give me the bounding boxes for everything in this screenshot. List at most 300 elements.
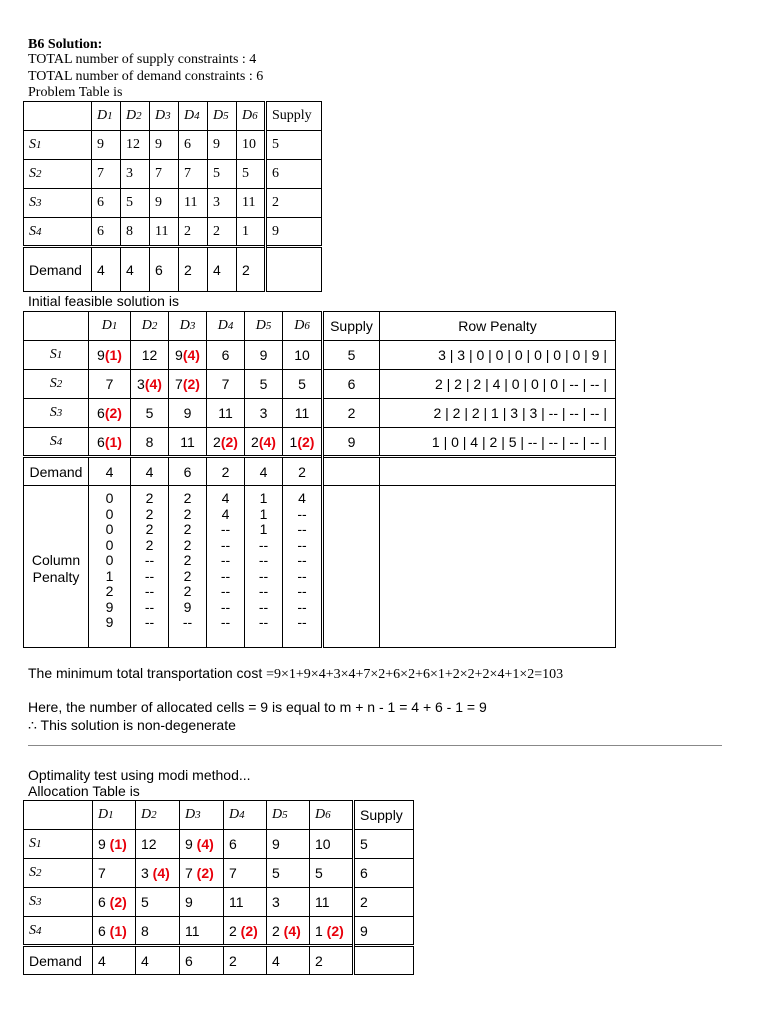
- cost-cell: [180, 859, 224, 888]
- penalty-value: --: [297, 598, 307, 615]
- allocation-amount: (4): [258, 433, 276, 450]
- cost-cell: [267, 917, 310, 946]
- penalty-value: 2: [183, 552, 192, 568]
- column-penalty-label-1: Column: [31, 552, 81, 568]
- cost-cell: [207, 341, 245, 370]
- table-row: [24, 341, 616, 370]
- demand-row: [24, 946, 414, 975]
- cost-cell: 9: [92, 131, 121, 160]
- allocation-amount: (2): [220, 433, 238, 450]
- penalty-value: --: [220, 521, 231, 537]
- penalty-value: --: [297, 567, 307, 584]
- supply-cell: 9: [266, 218, 322, 247]
- penalty-value: --: [297, 521, 307, 537]
- supply-header: Supply: [266, 102, 322, 131]
- cell-value: 7: [185, 865, 193, 881]
- cost-cell: 7: [179, 160, 208, 189]
- supply-cell: [354, 917, 414, 946]
- cost-cell: 11: [179, 189, 208, 218]
- non-degenerate-line: ∴ This solution is non-degenerate: [28, 717, 236, 733]
- demand-cell: [266, 247, 322, 292]
- column-header: D3: [150, 102, 179, 131]
- allocation-amount: (4): [279, 922, 301, 939]
- penalty-empty-cell: [380, 486, 616, 648]
- cell-value: 6: [98, 894, 106, 910]
- cost-cell: [310, 917, 354, 946]
- allocation-amount: (2): [104, 405, 122, 421]
- cost-cell: [131, 428, 169, 457]
- cost-cell: 7: [92, 160, 121, 189]
- allocated-cells-line: Here, the number of allocated cells = 9 is equal to m + n - 1 = 4 + 6 - 1 = 9: [28, 699, 487, 715]
- cell-value: 7: [221, 376, 230, 392]
- header-row: [24, 102, 322, 131]
- penalty-value: 1: [259, 521, 268, 537]
- penalty-value: 9: [183, 598, 192, 615]
- penalty-value: 1: [259, 490, 268, 506]
- cost-cell: [136, 917, 180, 946]
- column-header: D3: [169, 312, 207, 341]
- cell-value: 8: [141, 922, 149, 939]
- cost-cell: 8: [121, 218, 150, 247]
- cost-cell: [169, 428, 207, 457]
- column-header: D4: [207, 312, 245, 341]
- cost-cell: [93, 830, 136, 859]
- allocation-amount: (1): [104, 433, 122, 450]
- row-label: S4: [24, 428, 89, 457]
- supply-header: Supply: [354, 801, 414, 830]
- cell-value: 5: [347, 347, 356, 363]
- cell-value: 9: [97, 347, 105, 363]
- penalty-value: --: [220, 614, 231, 630]
- cost-cell: 6: [179, 131, 208, 160]
- demand-cell: 2: [179, 247, 208, 292]
- cost-cell: [267, 859, 310, 888]
- demand-cell: 2: [237, 247, 266, 292]
- table-row: [24, 370, 616, 399]
- row-penalty: 1 | 0 | 4 | 2 | 5 | -- | -- | -- | -- |: [380, 428, 616, 457]
- cost-cell: [169, 341, 207, 370]
- cost-cell: 7: [150, 160, 179, 189]
- cost-cell: [180, 888, 224, 917]
- cell-value: 10: [294, 347, 310, 363]
- cost-cell: [89, 399, 131, 428]
- penalty-value: --: [144, 567, 155, 584]
- table-row: [24, 189, 322, 218]
- penalty-value: --: [297, 583, 307, 599]
- row-penalty-header: Row Penalty: [380, 312, 616, 341]
- cell-value: 5: [141, 894, 149, 910]
- cell-value: 7: [175, 376, 183, 392]
- penalty-value: 9: [105, 614, 114, 630]
- cost-cell: [136, 888, 180, 917]
- column-header: D5: [245, 312, 283, 341]
- column-penalty-cell: [283, 486, 323, 648]
- penalty-value: 2: [105, 583, 114, 599]
- penalty-value: --: [144, 583, 155, 599]
- cell-value: 1: [289, 433, 298, 450]
- demand-penalty-cell: [380, 457, 616, 486]
- supply-cell: [354, 859, 414, 888]
- table-row: [24, 917, 414, 946]
- penalty-value: 4: [221, 505, 230, 522]
- demand-row: [24, 247, 322, 292]
- cell-value: 11: [315, 894, 330, 910]
- penalty-value: --: [182, 614, 193, 630]
- cell-value: 9: [98, 836, 106, 852]
- cell-value: 9: [183, 405, 192, 421]
- penalty-value: 2: [145, 505, 154, 522]
- column-header: D2: [121, 102, 150, 131]
- cost-cell: [310, 830, 354, 859]
- cost-cell: [207, 370, 245, 399]
- supply-constraints-line: TOTAL number of supply constraints : 4: [28, 52, 257, 67]
- supply-cell: [323, 341, 380, 370]
- penalty-value: --: [258, 583, 269, 599]
- column-header: D6: [237, 102, 266, 131]
- allocation-amount: (1): [105, 922, 127, 939]
- cost-cell: 12: [121, 131, 150, 160]
- cost-cell: 6: [92, 189, 121, 218]
- demand-cell: 4: [121, 247, 150, 292]
- table-row: [24, 888, 414, 917]
- demand-cell: 2: [207, 457, 245, 486]
- penalty-value: 2: [183, 536, 192, 553]
- initial-solution-label: Initial feasible solution is: [28, 293, 179, 309]
- column-header: D4: [224, 801, 267, 830]
- cell-value: 9: [347, 433, 356, 450]
- column-header: D5: [267, 801, 310, 830]
- column-penalty-cell: [245, 486, 283, 648]
- cost-cell: [93, 917, 136, 946]
- demand-label: Demand: [24, 457, 89, 486]
- column-penalty-cell: [131, 486, 169, 648]
- column-penalty-label: [24, 486, 89, 648]
- cell-value: 9: [360, 922, 368, 939]
- demand-cell: 4: [136, 946, 180, 975]
- header-row: [24, 312, 616, 341]
- column-penalty-cell: [89, 486, 131, 648]
- cost-cell: [180, 830, 224, 859]
- row-label: S2: [24, 859, 93, 888]
- cell-value: 3: [141, 865, 149, 881]
- cell-value: 1: [315, 922, 323, 939]
- cost-cell: [136, 830, 180, 859]
- cost-cell: 2: [208, 218, 237, 247]
- allocation-table-label: Allocation Table is: [28, 783, 140, 799]
- demand-row: [24, 457, 616, 486]
- cell-value: 6: [360, 865, 368, 881]
- demand-supply-cell: [323, 457, 380, 486]
- cell-value: 3: [137, 376, 145, 392]
- cell-value: 2: [360, 894, 368, 910]
- cost-cell: 5: [121, 189, 150, 218]
- cell-value: 5: [298, 376, 306, 392]
- column-header: D1: [92, 102, 121, 131]
- table-row: [24, 218, 322, 247]
- column-penalty-label-2: Penalty: [32, 569, 80, 585]
- cell-value: 2: [213, 433, 221, 450]
- cell-value: 5: [145, 405, 154, 421]
- cost-cell: [283, 399, 323, 428]
- penalty-value: 4: [221, 490, 230, 506]
- table-row: [24, 859, 414, 888]
- cost-cell: [245, 399, 283, 428]
- column-header: D2: [131, 312, 169, 341]
- allocation-amount: (4): [182, 347, 200, 363]
- demand-cell: 2: [224, 946, 267, 975]
- cost-cell: [89, 428, 131, 457]
- penalty-value: --: [220, 598, 231, 615]
- section-divider: [28, 745, 722, 746]
- cell-value: 5: [259, 376, 268, 392]
- cell-value: 9: [259, 347, 268, 363]
- cost-cell: 9: [150, 189, 179, 218]
- problem-table: [23, 101, 322, 292]
- column-penalty-row: [24, 486, 616, 648]
- supply-cell: [354, 830, 414, 859]
- demand-cell: 4: [267, 946, 310, 975]
- penalty-value: --: [220, 583, 231, 599]
- column-penalty-cell: [207, 486, 245, 648]
- table-row: [24, 830, 414, 859]
- cost-cell: [93, 859, 136, 888]
- cell-value: 11: [180, 433, 195, 450]
- cell-value: 7: [229, 865, 237, 881]
- cell-value: 9: [272, 836, 280, 852]
- cost-cell: [310, 859, 354, 888]
- cost-cell: 3: [208, 189, 237, 218]
- penalty-value: 2: [183, 583, 192, 599]
- supply-header: Supply: [323, 312, 380, 341]
- row-penalty: 2 | 2 | 2 | 1 | 3 | 3 | -- | -- | -- |: [380, 399, 616, 428]
- allocation-amount: (2): [192, 865, 214, 881]
- row-label: S1: [24, 341, 89, 370]
- cell-value: 3: [259, 405, 268, 421]
- demand-cell: 4: [92, 247, 121, 292]
- cost-cell: [224, 888, 267, 917]
- cost-cell: [283, 428, 323, 457]
- penalty-value: 1: [105, 567, 114, 584]
- cell-value: 6: [97, 405, 105, 421]
- cost-cell: 10: [237, 131, 266, 160]
- penalty-value: --: [144, 552, 155, 568]
- penalty-value: 0: [105, 490, 114, 506]
- supply-cell: [323, 428, 380, 457]
- cell-value: 8: [145, 433, 154, 450]
- cell-value: 11: [218, 405, 233, 421]
- cost-cell: [245, 428, 283, 457]
- cost-cell: [131, 370, 169, 399]
- demand-constraints-line: TOTAL number of demand constraints : 6: [28, 69, 264, 84]
- penalty-value: 4: [298, 490, 306, 506]
- table-row: [24, 160, 322, 189]
- cell-value: 9: [185, 836, 193, 852]
- row-label: S1: [24, 131, 92, 160]
- cost-cell: [267, 888, 310, 917]
- cost-cell: [224, 859, 267, 888]
- corner-cell: [24, 801, 93, 830]
- cost-line-text: The minimum total transportation cost: [28, 665, 267, 681]
- column-penalty-cell: [169, 486, 207, 648]
- row-penalty: 2 | 2 | 2 | 4 | 0 | 0 | 0 | -- | -- |: [380, 370, 616, 399]
- allocation-amount: (2): [105, 894, 127, 910]
- cell-value: 11: [294, 405, 310, 421]
- cell-value: 9: [175, 347, 183, 363]
- cell-value: 3: [272, 894, 280, 910]
- demand-label: Demand: [24, 247, 92, 292]
- supply-cell: [354, 888, 414, 917]
- allocation-amount: (1): [104, 347, 122, 363]
- allocation-amount: (1): [105, 836, 127, 852]
- demand-cell: 2: [283, 457, 323, 486]
- penalty-value: --: [258, 536, 269, 553]
- cost-cell: [131, 399, 169, 428]
- problem-table-label: Problem Table is: [28, 85, 123, 100]
- cell-value: 9: [185, 894, 193, 910]
- cost-cell: 11: [150, 218, 179, 247]
- cost-cell: 6: [92, 218, 121, 247]
- penalty-value: --: [258, 614, 269, 630]
- cost-cell: [169, 399, 207, 428]
- cost-cell: 1: [237, 218, 266, 247]
- cell-value: 5: [272, 865, 280, 881]
- penalty-value: --: [220, 552, 231, 568]
- cost-cell: [93, 888, 136, 917]
- row-label: S2: [24, 370, 89, 399]
- cost-cell: [131, 341, 169, 370]
- column-header: D1: [93, 801, 136, 830]
- cell-value: 7: [98, 865, 106, 881]
- cost-cell: 9: [150, 131, 179, 160]
- cost-cell: [267, 830, 310, 859]
- cost-cell: 5: [237, 160, 266, 189]
- row-label: S3: [24, 888, 93, 917]
- penalty-value: 2: [145, 490, 154, 506]
- cost-cell: [283, 370, 323, 399]
- cost-cell: [136, 859, 180, 888]
- penalty-value: 1: [259, 505, 268, 522]
- cost-cell: [283, 341, 323, 370]
- penalty-value: --: [144, 598, 155, 615]
- column-header: D2: [136, 801, 180, 830]
- table-row: [24, 399, 616, 428]
- header-row: [24, 801, 414, 830]
- column-header: D4: [179, 102, 208, 131]
- table-row: [24, 131, 322, 160]
- penalty-value: 2: [183, 490, 192, 506]
- cell-value: 2: [251, 433, 259, 450]
- demand-cell: 6: [180, 946, 224, 975]
- row-label: S2: [24, 160, 92, 189]
- column-header: D1: [89, 312, 131, 341]
- demand-cell: 4: [89, 457, 131, 486]
- penalty-value: 0: [105, 552, 114, 568]
- allocation-amount: (2): [322, 922, 344, 939]
- solution-title: B6 Solution:: [28, 37, 103, 52]
- cost-formula: =9×1+9×4+3×4+7×2+6×2+6×1+2×2+2×4+1×2=103: [266, 667, 564, 682]
- cell-value: 10: [315, 836, 331, 852]
- penalty-value: --: [297, 552, 307, 568]
- optimality-label: Optimality test using modi method...: [28, 767, 251, 783]
- cost-cell: [224, 830, 267, 859]
- demand-cell: [354, 946, 414, 975]
- cell-value: 7: [105, 376, 114, 392]
- penalty-value: 9: [105, 598, 114, 615]
- cell-value: 2: [272, 922, 280, 939]
- demand-cell: 4: [208, 247, 237, 292]
- cost-cell: [89, 370, 131, 399]
- cost-cell: [207, 428, 245, 457]
- cost-cell: [207, 399, 245, 428]
- cost-cell: [169, 370, 207, 399]
- demand-cell: 2: [310, 946, 354, 975]
- column-header: D5: [208, 102, 237, 131]
- cost-cell: 11: [237, 189, 266, 218]
- row-label: S3: [24, 399, 89, 428]
- cell-value: 11: [185, 922, 200, 939]
- cost-cell: 2: [179, 218, 208, 247]
- cell-value: 12: [141, 347, 158, 363]
- column-header: D6: [283, 312, 323, 341]
- cell-value: 6: [97, 433, 105, 450]
- cell-value: 11: [229, 894, 244, 910]
- penalty-value: --: [220, 567, 231, 584]
- column-header: D6: [310, 801, 354, 830]
- cell-value: 2: [229, 922, 237, 939]
- allocation-amount: (4): [148, 865, 170, 881]
- penalty-value: 2: [145, 521, 154, 537]
- penalty-value: 0: [105, 536, 114, 553]
- penalty-value: 0: [105, 521, 114, 537]
- cell-value: 2: [347, 405, 356, 421]
- allocation-amount: (2): [297, 433, 315, 450]
- demand-cell: 6: [150, 247, 179, 292]
- cost-cell: [310, 888, 354, 917]
- cost-cell: [245, 370, 283, 399]
- allocation-amount: (4): [192, 836, 214, 852]
- penalty-value: 2: [183, 567, 192, 584]
- cell-value: 5: [315, 865, 323, 881]
- supply-cell: 2: [266, 189, 322, 218]
- column-header: D3: [180, 801, 224, 830]
- cell-value: 5: [360, 836, 368, 852]
- cost-cell: 5: [208, 160, 237, 189]
- penalty-value: 0: [105, 505, 114, 522]
- supply-cell: 5: [266, 131, 322, 160]
- cost-cell: [245, 341, 283, 370]
- cell-value: 12: [141, 836, 157, 852]
- row-label: S3: [24, 189, 92, 218]
- allocation-amount: (2): [236, 922, 258, 939]
- penalty-value: --: [220, 536, 231, 553]
- supply-cell: [323, 370, 380, 399]
- cell-value: 6: [221, 347, 230, 363]
- penalty-value: --: [144, 614, 155, 630]
- cost-cell: 9: [208, 131, 237, 160]
- penalty-supply-cell: [323, 486, 380, 648]
- row-label: S4: [24, 218, 92, 247]
- demand-label: Demand: [24, 946, 93, 975]
- demand-cell: 4: [93, 946, 136, 975]
- penalty-value: 2: [183, 521, 192, 537]
- allocation-amount: (2): [182, 376, 200, 392]
- cost-cell: 3: [121, 160, 150, 189]
- penalty-value: --: [297, 536, 307, 553]
- penalty-value: --: [258, 552, 269, 568]
- cost-cell: [180, 917, 224, 946]
- supply-cell: 6: [266, 160, 322, 189]
- cell-value: 6: [98, 922, 106, 939]
